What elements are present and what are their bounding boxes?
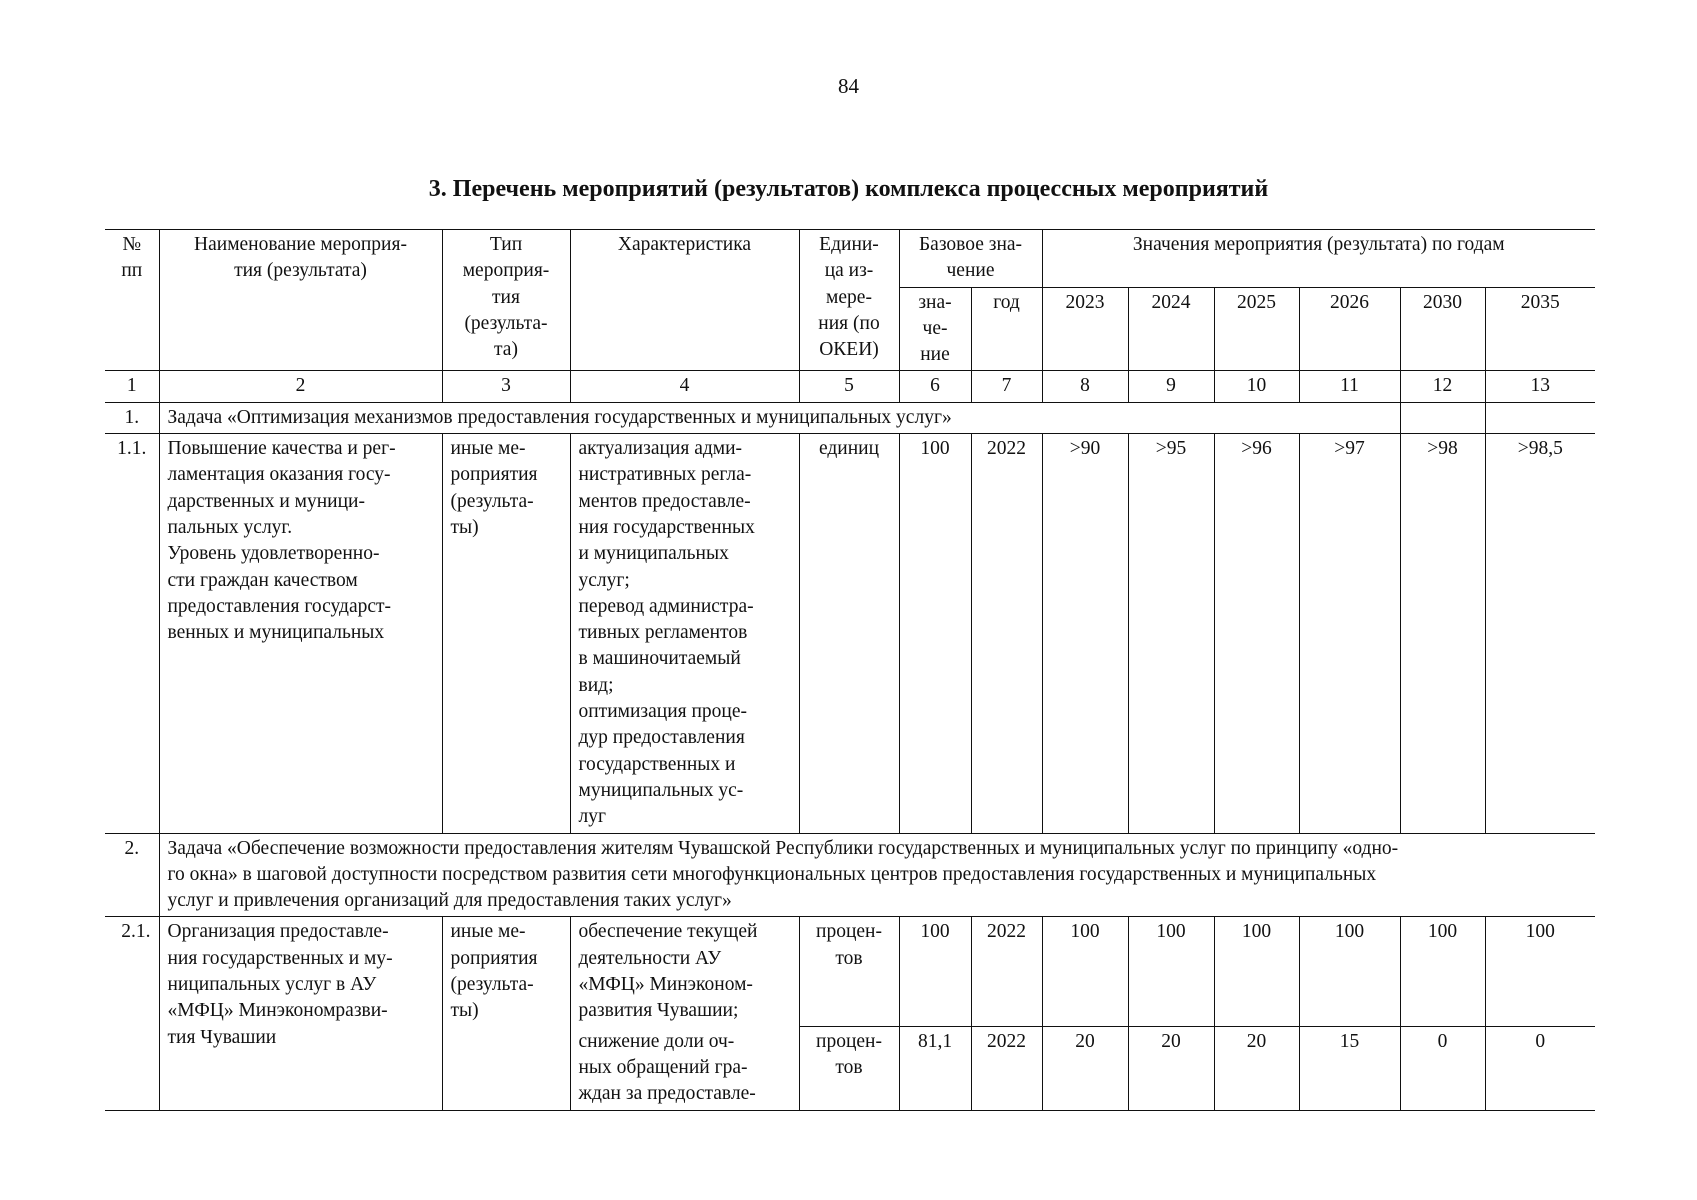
measure-type: иные ме- роприятия (результа- ты): [442, 434, 570, 833]
empty-cell: [1485, 402, 1595, 433]
col-number: 11: [1299, 371, 1400, 402]
year-value: 15: [1299, 1027, 1400, 1110]
col-number: 10: [1214, 371, 1299, 402]
task-row: [105, 833, 1595, 917]
year-value: 20: [1128, 1027, 1214, 1110]
task-row: [105, 402, 1595, 433]
page-title: 3. Перечень мероприятий (результатов) комплекса процессных мероприятий: [428, 176, 1269, 202]
col-number: 8: [1042, 371, 1128, 402]
year-value: 0: [1485, 1027, 1595, 1110]
col-number: 9: [1128, 371, 1214, 402]
header-type: Тип мероприя- тия (результа- та): [442, 230, 570, 371]
header-num: № пп: [105, 230, 159, 371]
base-value: 100: [899, 917, 971, 1027]
year-value: 20: [1042, 1027, 1128, 1110]
base-year: 2022: [971, 434, 1042, 833]
col-number: 6: [899, 371, 971, 402]
measures-table: [105, 229, 1595, 1111]
base-year: 2022: [971, 1027, 1042, 1110]
year-value: 100: [1128, 917, 1214, 1027]
year-value: >95: [1128, 434, 1214, 833]
task-number: 2.: [105, 833, 159, 917]
year-value: >97: [1299, 434, 1400, 833]
measure-name: Организация предоставле- ния государственных и му- ниципальных услуг в АУ «МФЦ» Минэкономразви- тия Чувашии: [159, 917, 442, 1110]
header-year: 2025: [1214, 287, 1299, 371]
empty-cell: [1400, 402, 1485, 433]
header-unit: Едини- ца из- мере- ния (по ОКЕИ): [799, 230, 899, 371]
measure-row: [105, 917, 1595, 1027]
header-name: Наименование мероприя- тия (результата): [159, 230, 442, 371]
column-number-row: [105, 371, 1595, 402]
col-number: 2: [159, 371, 442, 402]
header-year: 2023: [1042, 287, 1128, 371]
header-base-value: зна- че- ние: [899, 287, 971, 371]
year-value: 20: [1214, 1027, 1299, 1110]
year-value: >98,5: [1485, 434, 1595, 833]
col-number: 7: [971, 371, 1042, 402]
col-number: 3: [442, 371, 570, 402]
measure-type: иные ме- роприятия (результа- ты): [442, 917, 570, 1110]
col-number: 4: [570, 371, 799, 402]
header-values: Значения мероприятия (результата) по годам: [1042, 230, 1595, 288]
task-text: Задача «Оптимизация механизмов предоставления государственных и муниципальных услуг»: [159, 402, 1400, 433]
header-characteristic: Характеристика: [570, 230, 799, 371]
base-value: 81,1: [899, 1027, 971, 1110]
row-number: 2.1.: [105, 917, 159, 1110]
col-number: 5: [799, 371, 899, 402]
base-value: 100: [899, 434, 971, 833]
header-year: 2035: [1485, 287, 1595, 371]
year-value: >98: [1400, 434, 1485, 833]
base-year: 2022: [971, 917, 1042, 1027]
header-base: Базовое зна- чение: [899, 230, 1042, 288]
header-year: 2024: [1128, 287, 1214, 371]
measure-row: [105, 434, 1595, 833]
col-number: 13: [1485, 371, 1595, 402]
col-number: 1: [105, 371, 159, 402]
measure-unit: процен- тов: [799, 917, 899, 1027]
col-number: 12: [1400, 371, 1485, 402]
year-value: 100: [1299, 917, 1400, 1027]
measure-characteristic: актуализация адми- нистративных регла- ментов предоставле- ния государственных и муниципальных услуг; перевод администра- тивных регламентов в машиночитаемый вид; оптимизация проце- дур предоставления государственных и муниципальных ус- луг: [570, 434, 799, 833]
measure-characteristic: снижение доли оч- ных обращений гра- ждан за предоставле-: [570, 1027, 799, 1110]
task-number: 1.: [105, 402, 159, 433]
header-year: 2026: [1299, 287, 1400, 371]
page-number: 84: [838, 74, 859, 98]
year-value: 100: [1485, 917, 1595, 1027]
header-year: 2030: [1400, 287, 1485, 371]
measure-characteristic: обеспечение текущей деятельности АУ «МФЦ» Минэконом- развития Чувашии;: [570, 917, 799, 1027]
year-value: 0: [1400, 1027, 1485, 1110]
header-base-year: год: [971, 287, 1042, 371]
year-value: >90: [1042, 434, 1128, 833]
year-value: 100: [1042, 917, 1128, 1027]
task-text: Задача «Обеспечение возможности предоставления жителям Чувашской Республики государственных и муниципальных услуг по принципу «одно- го окна» в шаговой доступности посредством развития сети многофункциональных центров предоставления государственных и муниципальных услуг и привлечения организаций для предоставления таких услуг»: [159, 833, 1595, 917]
year-value: 100: [1400, 917, 1485, 1027]
year-value: 100: [1214, 917, 1299, 1027]
year-value: >96: [1214, 434, 1299, 833]
measure-name: Повышение качества и рег- ламентация оказания госу- дарственных и муници- пальных услуг. Уровень удовлетворенно- сти граждан качеством предоставления государст- венных и муниципальных: [159, 434, 442, 833]
measure-unit: единиц: [799, 434, 899, 833]
measure-unit: процен- тов: [799, 1027, 899, 1110]
header-row: [105, 230, 1595, 288]
row-number: 1.1.: [105, 434, 159, 833]
